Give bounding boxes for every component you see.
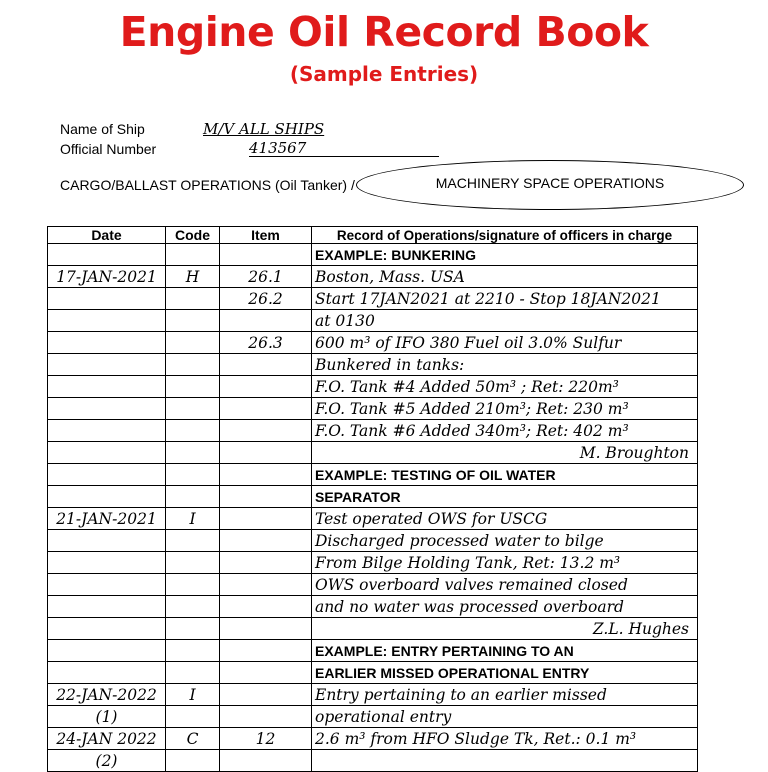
item-cell	[220, 596, 312, 618]
item-cell	[220, 530, 312, 552]
header-date: Date	[48, 227, 166, 244]
record-cell: F.O. Tank #4 Added 50m³ ; Ret: 220m³	[312, 376, 698, 398]
code-cell	[166, 596, 220, 618]
code-cell: I	[166, 508, 220, 530]
table-row	[48, 684, 698, 706]
date-cell	[48, 574, 166, 596]
code-cell	[166, 420, 220, 442]
record-cell: 2.6 m³ from HFO Sludge Tk, Ret.: 0.1 m³	[312, 728, 698, 750]
date-cell	[48, 486, 166, 508]
record-cell: EXAMPLE: BUNKERING	[312, 244, 698, 266]
ship-name-value: M/V ALL SHIPS	[203, 120, 325, 138]
cargo-ballast-label: CARGO/BALLAST OPERATIONS (Oil Tanker) /	[60, 177, 355, 193]
item-cell	[220, 574, 312, 596]
item-cell: 26.3	[220, 332, 312, 354]
machinery-space-circle	[356, 160, 744, 210]
code-cell	[166, 332, 220, 354]
record-cell: Bunkered in tanks:	[312, 354, 698, 376]
code-cell	[166, 354, 220, 376]
header-record: Record of Operations/signature of officers in charge	[312, 227, 698, 244]
item-cell	[220, 244, 312, 266]
code-cell: I	[166, 684, 220, 706]
table-row	[48, 552, 698, 574]
code-cell: C	[166, 728, 220, 750]
table-row	[48, 442, 698, 464]
record-cell: F.O. Tank #6 Added 340m³; Ret: 402 m³	[312, 420, 698, 442]
item-cell: 26.1	[220, 266, 312, 288]
code-cell	[166, 618, 220, 640]
date-cell	[48, 288, 166, 310]
ship-name-label: Name of Ship	[60, 121, 145, 137]
record-cell: From Bilge Holding Tank, Ret: 13.2 m³	[312, 552, 698, 574]
item-cell	[220, 354, 312, 376]
table-row	[48, 574, 698, 596]
date-cell	[48, 398, 166, 420]
date-cell	[48, 420, 166, 442]
item-cell	[220, 398, 312, 420]
table-row	[48, 354, 698, 376]
item-cell	[220, 618, 312, 640]
record-cell: Start 17JAN2021 at 2210 - Stop 18JAN2021	[312, 288, 698, 310]
date-cell: (1)	[48, 706, 166, 728]
date-cell: (2)	[48, 750, 166, 772]
record-table	[47, 226, 698, 772]
item-cell	[220, 662, 312, 684]
official-number-label: Official Number	[60, 141, 157, 157]
code-cell	[166, 574, 220, 596]
code-cell	[166, 288, 220, 310]
table-row	[48, 310, 698, 332]
table-row	[48, 332, 698, 354]
item-cell: 12	[220, 728, 312, 750]
record-cell: F.O. Tank #5 Added 210m³; Ret: 230 m³	[312, 398, 698, 420]
code-cell	[166, 442, 220, 464]
item-cell	[220, 706, 312, 728]
table-row	[48, 288, 698, 310]
code-cell	[166, 310, 220, 332]
date-cell: 24-JAN 2022	[48, 728, 166, 750]
code-cell: H	[166, 266, 220, 288]
date-cell	[48, 618, 166, 640]
table-row	[48, 662, 698, 684]
code-cell	[166, 750, 220, 772]
item-cell	[220, 552, 312, 574]
code-cell	[166, 376, 220, 398]
code-cell	[166, 486, 220, 508]
code-cell	[166, 244, 220, 266]
record-cell: operational entry	[312, 706, 698, 728]
table-row	[48, 750, 698, 772]
table-header-row	[48, 227, 698, 244]
code-cell	[166, 640, 220, 662]
table-row	[48, 376, 698, 398]
table-row	[48, 398, 698, 420]
date-cell	[48, 310, 166, 332]
table-row	[48, 596, 698, 618]
record-cell	[312, 750, 698, 772]
record-cell: at 0130	[312, 310, 698, 332]
record-cell: Entry pertaining to an earlier missed	[312, 684, 698, 706]
date-cell	[48, 332, 166, 354]
table-body	[48, 244, 698, 772]
item-cell: 26.2	[220, 288, 312, 310]
date-cell: 17-JAN-2021	[48, 266, 166, 288]
record-cell: Boston, Mass. USA	[312, 266, 698, 288]
table-row	[48, 266, 698, 288]
code-cell	[166, 662, 220, 684]
date-cell	[48, 376, 166, 398]
date-cell	[48, 552, 166, 574]
official-number-value: 413567	[249, 140, 439, 157]
record-cell: EXAMPLE: TESTING OF OIL WATER	[312, 464, 698, 486]
record-cell: Discharged processed water to bilge	[312, 530, 698, 552]
table-row	[48, 640, 698, 662]
code-cell	[166, 464, 220, 486]
record-cell: 600 m³ of IFO 380 Fuel oil 3.0% Sulfur	[312, 332, 698, 354]
machinery-space-label: MACHINERY SPACE OPERATIONS	[435, 175, 665, 191]
item-cell	[220, 310, 312, 332]
item-cell	[220, 750, 312, 772]
item-cell	[220, 640, 312, 662]
header-item: Item	[220, 227, 312, 244]
date-cell: 22-JAN-2022	[48, 684, 166, 706]
table-row	[48, 486, 698, 508]
date-cell	[48, 596, 166, 618]
date-cell	[48, 244, 166, 266]
item-cell	[220, 376, 312, 398]
page-subtitle: (Sample Entries)	[289, 62, 479, 86]
record-cell: Z.L. Hughes	[312, 618, 698, 640]
page-title: Engine Oil Record Book	[119, 8, 649, 56]
item-cell	[220, 486, 312, 508]
date-cell: 21-JAN-2021	[48, 508, 166, 530]
table-row	[48, 420, 698, 442]
record-cell: EARLIER MISSED OPERATIONAL ENTRY	[312, 662, 698, 684]
record-cell: Test operated OWS for USCG	[312, 508, 698, 530]
table-row	[48, 728, 698, 750]
date-cell	[48, 442, 166, 464]
record-cell: OWS overboard valves remained closed	[312, 574, 698, 596]
date-cell	[48, 640, 166, 662]
item-cell	[220, 684, 312, 706]
item-cell	[220, 420, 312, 442]
table-row	[48, 530, 698, 552]
date-cell	[48, 530, 166, 552]
table-row	[48, 706, 698, 728]
item-cell	[220, 464, 312, 486]
item-cell	[220, 508, 312, 530]
code-cell	[166, 530, 220, 552]
item-cell	[220, 442, 312, 464]
table-row	[48, 508, 698, 530]
table-row	[48, 618, 698, 640]
date-cell	[48, 464, 166, 486]
date-cell	[48, 354, 166, 376]
code-cell	[166, 552, 220, 574]
date-cell	[48, 662, 166, 684]
record-cell: SEPARATOR	[312, 486, 698, 508]
header-code: Code	[166, 227, 220, 244]
code-cell	[166, 706, 220, 728]
table-row	[48, 244, 698, 266]
record-cell: EXAMPLE: ENTRY PERTAINING TO AN	[312, 640, 698, 662]
table-row	[48, 464, 698, 486]
record-cell: and no water was processed overboard	[312, 596, 698, 618]
code-cell	[166, 398, 220, 420]
record-cell: M. Broughton	[312, 442, 698, 464]
